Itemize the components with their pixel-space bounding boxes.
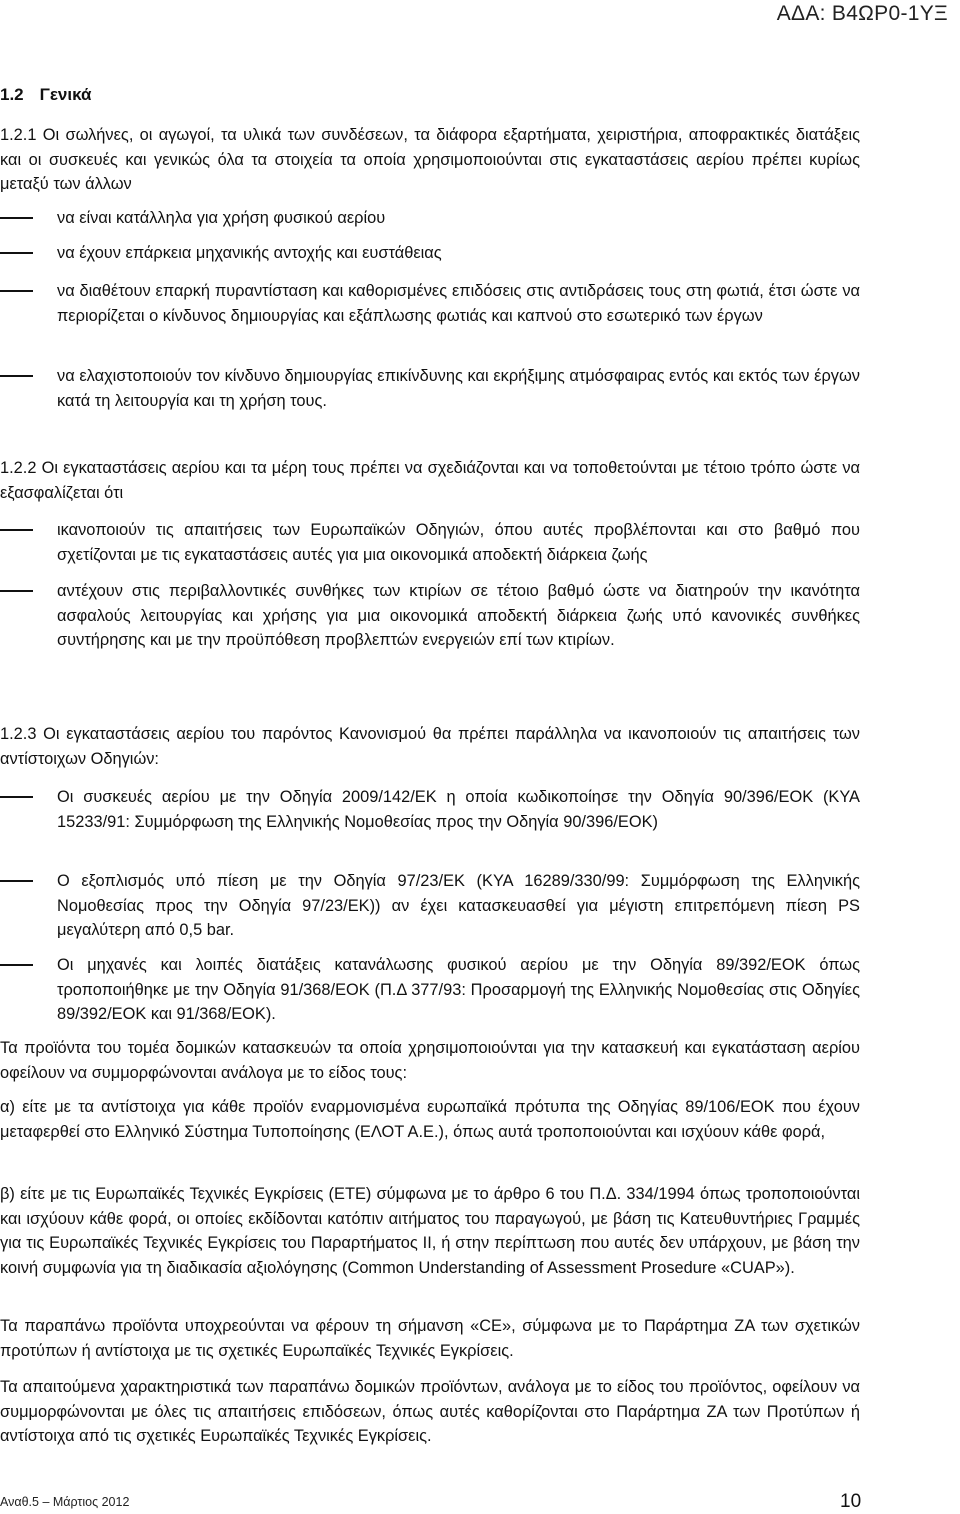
paragraph-text: Οι σωλήνες, οι αγωγοί, τα υλικά των συνδέσεων, τα διάφορα εξαρτήματα, χειριστήρια, αποφρακτικές διατάξεις και οι συσκευές και γενικώς όλα τα στοιχεία τα οποία χρησιμοποιούνται στις εγκαταστάσεις αερίου πρέπει κυρίως μεταξύ των άλλων <box>0 126 860 193</box>
body-paragraph: β) είτε με τις Ευρωπαϊκές Τεχνικές Εγκρίσεις (ΕΤΕ) σύμφωνα με το άρθρο 6 του Π.Δ. 334/1994 όπως τροποποιούνται και ισχύουν κάθε φορά, οι οποίες εκδίδονται κατόπιν αιτήματος του παραγωγού, με βάση τις Κατευθυντήριες Γραμμές για τις Ευρωπαϊκές Τεχνικές Εγκρίσεις του Παραρτήματος ΙΙ, ή στην περίπτωση που αυτές δεν υπάρχουν, με βάση την κοινή συμφωνία για τη διαδικασία αξιολόγησης (Common Understanding of Assessment Prosedure «CUAP»). <box>0 1185 860 1277</box>
body-paragraph: Τα παραπάνω προϊόντα υποχρεούνται να φέρουν τη σήμανση «CE», σύμφωνα με το Παράρτημα ΖΑ των σχετικών προτύπων ή αντίστοιχα με τις σχετικές Ευρωπαϊκές Τεχνικές Εγκρίσεις. <box>0 1317 860 1360</box>
ada-header: ΑΔΑ: Β4ΩΡ0-1ΥΞ <box>776 2 948 25</box>
dash-marker <box>0 964 33 966</box>
body-paragraph: α) είτε με τα αντίστοιχα για κάθε προϊόν εναρμονισμένα ευρωπαϊκά πρότυπα της Οδηγίας 89/106/ΕΟΚ που έχουν μεταφερθεί στο Ελληνικό Σύστημα Τυποποίησης (ΕΛΟΤ Α.Ε.), όπως αυτά τροποποιούνται και ισχύουν κάθε φορά, <box>0 1098 860 1141</box>
bullet-item <box>0 279 860 328</box>
bullet-text: να διαθέτουν επαρκή πυραντίσταση και καθορισμένες επιδόσεις στις αντιδράσεις τους στη φωτιά, έτσι ώστε να περιορίζεται ο κίνδυνος δημιουργίας και εξάπλωσης φωτιάς και καπνού στο εσωτερικό των έργων <box>57 282 860 325</box>
bullet-text: Οι μηχανές και λοιπές διατάξεις κατανάλωσης φυσικού αερίου με την Οδηγία 89/392/ΕΟΚ όπως τροποποιήθηκε με την Οδηγία 91/368/ΕΟΚ (Π.Δ 377/93: Προσαρμογή της Ελληνικής Νομοθεσίας στις Οδηγίες 89/392/ΕΟΚ και 91/368/ΕΟΚ). <box>57 956 860 1023</box>
footer-version: Αναθ.5 – Μάρτιος 2012 <box>0 1495 130 1509</box>
dash-marker <box>0 796 33 798</box>
paragraph-number: 1.2.3 <box>0 725 37 743</box>
bullet-item <box>0 206 860 231</box>
body-paragraph: Τα προϊόντα του τομέα δομικών κατασκευών τα οποία χρησιμοποιούνται για την κατασκευή και εγκατάσταση αερίου οφείλουν να συμμορφώνονται ανάλογα με το είδος τους: <box>0 1039 860 1082</box>
bullet-text: Οι συσκευές αερίου με την Οδηγία 2009/142/ΕΚ η οποία κωδικοποίησε την Οδηγία 90/396/ΕΟΚ (ΚΥΑ 15233/91: Συμμόρφωση της Ελληνικής Νομοθεσίας προς την Οδηγία 90/396/ΕΟΚ) <box>57 788 860 831</box>
section-number: 1.2 <box>0 85 24 104</box>
section-title: Γενικά <box>39 85 92 104</box>
paragraph-text: Οι εγκαταστάσεις αερίου του παρόντος Κανονισμού θα πρέπει παράλληλα να ικανοποιούν τις απαιτήσεις των αντίστοιχων Οδηγιών: <box>0 725 860 768</box>
page-number: 10 <box>840 1491 862 1512</box>
dash-marker <box>0 529 33 531</box>
bullet-item <box>0 953 860 1027</box>
dash-marker <box>0 590 33 592</box>
dash-marker <box>0 375 33 377</box>
bullet-item <box>0 579 860 653</box>
bullet-item <box>0 518 860 567</box>
dash-marker <box>0 290 33 292</box>
paragraph-1-2-2 <box>0 456 860 505</box>
dash-marker <box>0 217 33 219</box>
section-heading <box>0 85 91 105</box>
dash-marker <box>0 880 33 882</box>
bullet-item <box>0 869 860 943</box>
paragraph-1-2-3 <box>0 722 860 771</box>
paragraph-number: 1.2.1 <box>0 126 37 144</box>
paragraph-text: Οι εγκαταστάσεις αερίου και τα μέρη τους πρέπει να σχεδιάζονται και να τοποθετούνται με τέτοιο τρόπο ώστε να εξασφαλίζεται ότι <box>0 459 860 502</box>
body-paragraph: Τα απαιτούμενα χαρακτηριστικά των παραπάνω δομικών προϊόντων, ανάλογα με το είδος του προϊόντος, οφείλουν να συμμορφώνονται με όλες τις απαιτήσεις επιδόσεων, όπως αυτές καθορίζονται στο Παράρτημα ΖΑ των Προτύπων ή αντίστοιχα από τις σχετικές Ευρωπαϊκές Τεχνικές Εγκρίσεις. <box>0 1378 860 1445</box>
dash-marker <box>0 252 33 254</box>
bullet-text: αντέχουν στις περιβαλλοντικές συνθήκες των κτιρίων σε τέτοιο βαθμό ώστε να διατηρούν την ικανότητα ασφαλούς λειτουργίας και χρήσης για μια οικονομικά αποδεκτή διάρκεια ζωής υπό κανονικές συνθήκες συντήρησης και με την προϋπόθεση προβλεπτών ενεργειών επί των κτιρίων. <box>57 582 860 649</box>
bullet-text: να είναι κατάλληλα για χρήση φυσικού αερίου <box>57 209 386 227</box>
bullet-text: Ο εξοπλισμός υπό πίεση με την Οδηγία 97/23/ΕΚ (ΚΥΑ 16289/330/99: Συμμόρφωση της Ελληνικής Νομοθεσίας προς την Οδηγία 97/23/ΕΚ)) αν έχει κατασκευασθεί για μέγιστη επιτρεπόμενη πίεση PS μεγαλύτερη από 0,5 bar. <box>57 872 860 939</box>
bullet-item <box>0 241 860 266</box>
bullet-text: να ελαχιστοποιούν τον κίνδυνο δημιουργίας επικίνδυνης και εκρήξιμης ατμόσφαιρας εντός και εκτός των έργων κατά τη λειτουργία και τη χρήση τους. <box>57 367 860 410</box>
paragraph-1-2-1 <box>0 123 860 197</box>
bullet-text: να έχουν επάρκεια μηχανικής αντοχής και ευστάθειας <box>57 244 442 262</box>
bullet-item <box>0 364 860 413</box>
paragraph-number: 1.2.2 <box>0 459 37 477</box>
bullet-item <box>0 785 860 834</box>
bullet-text: ικανοποιούν τις απαιτήσεις των Ευρωπαϊκών Οδηγιών, όπου αυτές προβλέπονται και στο βαθμό που σχετίζονται με τις εγκαταστάσεις αυτές για μια οικονομικά αποδεκτή διάρκεια ζωής <box>57 521 860 564</box>
